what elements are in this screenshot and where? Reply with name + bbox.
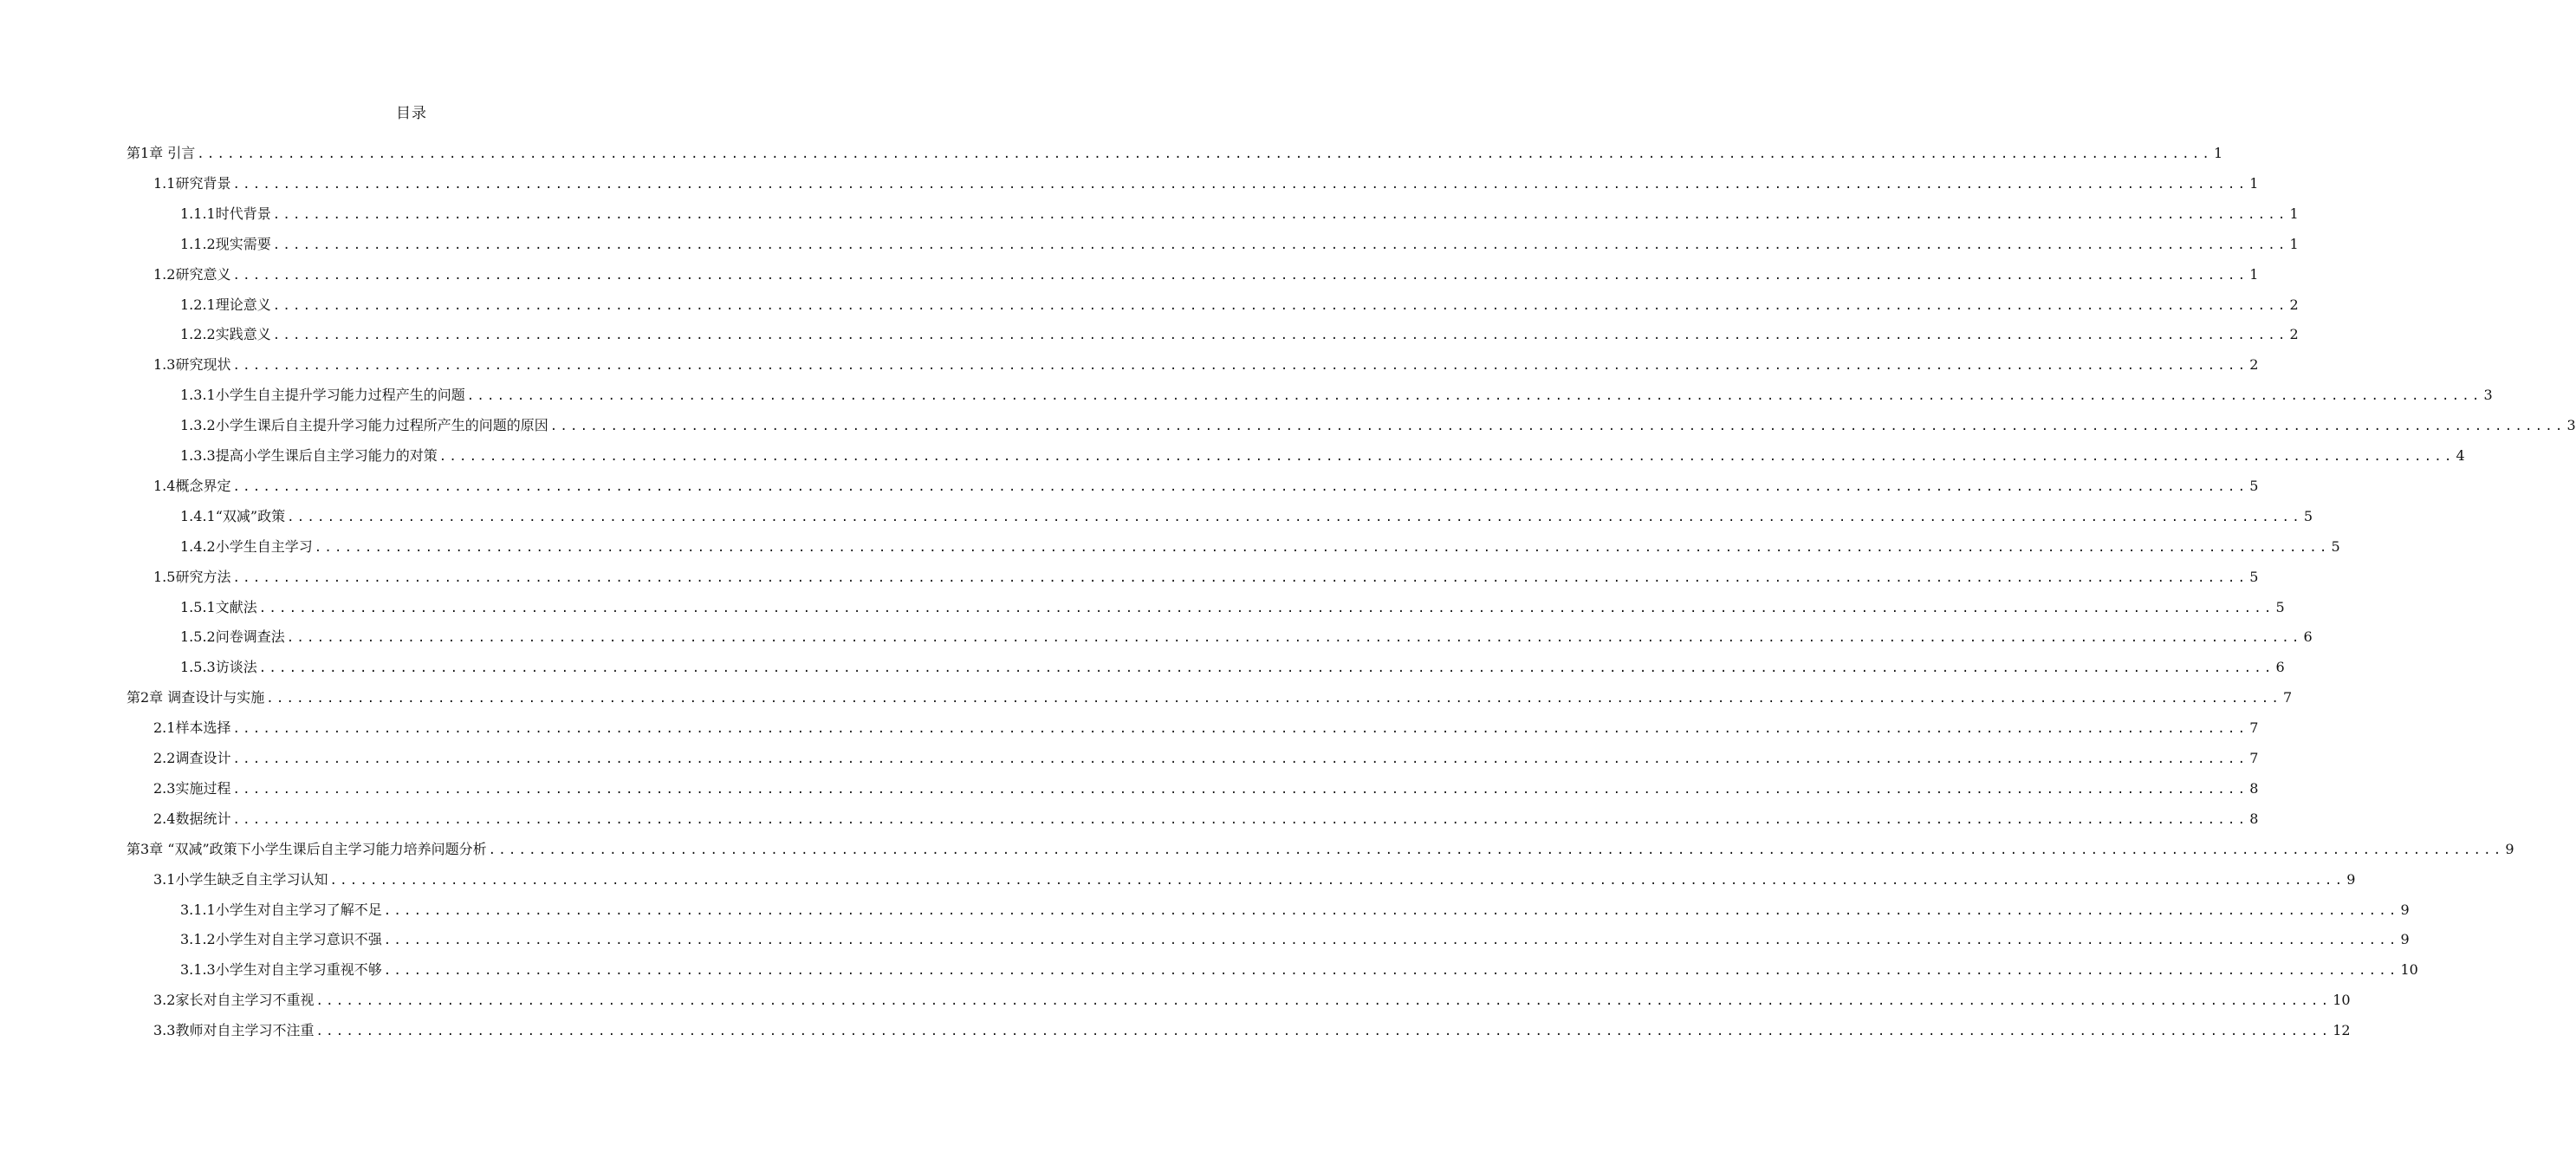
toc-leader-dots: ........................................................................................................................................................................................................	[286, 631, 2302, 646]
toc-leader-dots: ........................................................................................................................................................................................................	[232, 812, 2248, 827]
toc-page-number: 9	[2400, 931, 2410, 948]
toc-page-number: 3	[2483, 387, 2493, 404]
toc-page-number: 8	[2249, 779, 2259, 797]
toc-entry-label: 3.1.2小学生对自主学习意识不强	[180, 931, 382, 948]
toc-entry[interactable]	[180, 384, 2493, 414]
toc-entry-label: 1.5.3访谈法	[180, 659, 257, 676]
toc-entry-label: 2.3实施过程	[153, 779, 231, 797]
toc-leader-dots: ........................................................................................................................................................................................................	[383, 903, 2399, 918]
toc-entry-label: 2.2调查设计	[153, 750, 231, 766]
toc-entry[interactable]	[180, 505, 2313, 536]
toc-leader-dots: ........................................................................................................................................................................................................	[287, 510, 2302, 524]
toc-page-number: 6	[2303, 628, 2313, 646]
toc-entry[interactable]	[180, 899, 2410, 929]
toc-entry[interactable]	[153, 475, 2259, 505]
toc-entry-label: 1.1.1时代背景	[180, 205, 271, 222]
toc-entry[interactable]	[153, 717, 2259, 747]
toc-entry-label: 1.2研究意义	[153, 265, 231, 283]
toc-leader-dots: ........................................................................................................................................................................................................	[438, 450, 2455, 464]
toc-leader-dots: ........................................................................................................................................................................................................	[383, 934, 2399, 948]
toc-entry-label: 3.1小学生缺乏自主学习认知	[153, 870, 328, 888]
toc-page-number: 8	[2249, 810, 2259, 827]
toc-leader-dots: ........................................................................................................................................................................................................	[315, 994, 2332, 1009]
toc-entry-label: 第3章 “双减”政策下小学生课后自主学习能力培养问题分析	[127, 840, 487, 857]
toc-leader-dots: ........................................................................................................................................................................................................	[232, 359, 2248, 374]
toc-leader-dots: ........................................................................................................................................................................................................	[272, 329, 2288, 343]
toc-entry-label: 1.5研究方法	[153, 568, 231, 585]
toc-page-number: 7	[2249, 750, 2259, 766]
toc-page-number: 5	[2249, 477, 2259, 494]
toc-leader-dots: ........................................................................................................................................................................................................	[232, 177, 2248, 192]
toc-leader-dots: ........................................................................................................................................................................................................	[314, 540, 2330, 555]
toc-entry[interactable]	[127, 142, 2223, 172]
toc-entry[interactable]	[153, 172, 2259, 203]
toc-page-number: 9	[2400, 901, 2410, 918]
toc-entry-label: 1.4概念界定	[153, 477, 231, 494]
toc-entry-label: 1.1.2现实需要	[180, 235, 271, 252]
toc-leader-dots: ........................................................................................................................................................................................................	[232, 479, 2248, 494]
toc-entry[interactable]	[153, 989, 2351, 1019]
toc-entry-label: 第1章 引言	[127, 145, 196, 161]
toc-entry-label: 3.1.3小学生对自主学习重视不够	[180, 961, 382, 979]
toc-leader-dots: ........................................................................................................................................................................................................	[197, 147, 2213, 161]
toc-entry-label: 1.3.3提高小学生课后自主学习能力的对策	[180, 447, 438, 464]
toc-entry-label: 1.4.2小学生自主学习	[180, 537, 313, 555]
toc-page-number: 4	[2456, 447, 2465, 464]
toc-entry[interactable]	[180, 233, 2299, 264]
toc-entry-label: 3.3教师对自主学习不注重	[153, 1022, 315, 1039]
toc-page-number: 5	[2331, 537, 2340, 555]
toc-page-number: 5	[2303, 507, 2313, 524]
toc-page-number: 2	[2249, 356, 2259, 374]
toc-entry-label: 1.4.1“双减”政策	[180, 507, 286, 524]
toc-page-number: 1	[2289, 235, 2299, 252]
toc-entry-label: 3.2家长对自主学习不重视	[153, 992, 315, 1009]
toc-leader-dots: ........................................................................................................................................................................................................	[272, 238, 2288, 252]
page-title: 目录	[396, 105, 427, 122]
toc-leader-dots: ........................................................................................................................................................................................................	[258, 601, 2274, 615]
toc-leader-dots: ........................................................................................................................................................................................................	[466, 389, 2482, 404]
toc-entry-label: 第2章 调查设计与实施	[127, 689, 265, 706]
toc-entry[interactable]	[180, 294, 2299, 324]
toc-page-number: 10	[2400, 961, 2418, 979]
toc-leader-dots: ........................................................................................................................................................................................................	[232, 268, 2248, 283]
toc-page-number: 7	[2283, 689, 2293, 706]
toc-page-number: 12	[2333, 1022, 2351, 1039]
toc-entry[interactable]	[153, 747, 2259, 778]
toc-entry-label: 1.2.2实践意义	[180, 326, 271, 343]
toc-page-number: 1	[2249, 265, 2259, 283]
toc-page-number: 1	[2289, 205, 2299, 222]
toc-leader-dots: ........................................................................................................................................................................................................	[232, 570, 2248, 585]
toc-entry[interactable]	[153, 808, 2259, 838]
toc-entry-label: 3.1.1小学生对自主学习了解不足	[180, 901, 382, 918]
toc-page-number: 2	[2289, 296, 2299, 313]
toc-leader-dots: ........................................................................................................................................................................................................	[232, 722, 2248, 737]
toc-entry[interactable]	[153, 869, 2356, 899]
toc-page-number: 1	[2249, 174, 2259, 192]
toc-leader-dots: ........................................................................................................................................................................................................	[258, 661, 2274, 676]
toc-entry-label: 1.1研究背景	[153, 174, 231, 192]
toc-leader-dots: ........................................................................................................................................................................................................	[383, 964, 2399, 979]
toc-entry[interactable]	[180, 414, 2576, 445]
toc-leader-dots: ........................................................................................................................................................................................................	[315, 1025, 2332, 1039]
toc-entry[interactable]	[127, 687, 2293, 717]
toc-page-number: 5	[2275, 598, 2285, 615]
toc-entry-label: 1.2.1理论意义	[180, 296, 271, 313]
toc-entry[interactable]	[153, 1019, 2351, 1050]
toc-page-number: 6	[2275, 659, 2285, 676]
toc-entry-label: 2.1样本选择	[153, 719, 231, 737]
toc-entry[interactable]	[180, 323, 2299, 354]
toc-entry[interactable]	[153, 566, 2259, 596]
toc-entry[interactable]	[180, 656, 2285, 687]
toc-page-number: 7	[2249, 719, 2259, 737]
toc-entry[interactable]	[180, 445, 2465, 475]
toc-page-number: 10	[2333, 992, 2351, 1009]
toc-entry[interactable]	[180, 928, 2410, 959]
toc-entry[interactable]	[180, 596, 2285, 627]
toc-entry-label: 1.3.2小学生课后自主提升学习能力过程所产生的问题的原因	[180, 417, 548, 434]
toc-entry-label: 1.5.1文献法	[180, 598, 257, 615]
toc-page-number: 1	[2214, 145, 2223, 161]
toc-entry[interactable]	[180, 203, 2299, 233]
toc-entry-label: 2.4数据统计	[153, 810, 231, 827]
toc-leader-dots: ........................................................................................................................................................................................................	[272, 298, 2288, 313]
toc-leader-dots: ........................................................................................................................................................................................................	[329, 873, 2346, 888]
toc-page-number: 9	[2346, 870, 2356, 888]
toc-entry[interactable]	[180, 959, 2418, 989]
toc-leader-dots: ........................................................................................................................................................................................................	[232, 752, 2248, 766]
toc-entry[interactable]	[153, 354, 2259, 384]
toc-entry[interactable]	[180, 536, 2340, 566]
toc-leader-dots: ........................................................................................................................................................................................................	[232, 782, 2248, 797]
toc-entry-label: 1.5.2问卷调查法	[180, 628, 285, 646]
toc-leader-dots: ........................................................................................................................................................................................................	[266, 692, 2282, 706]
toc-leader-dots: ........................................................................................................................................................................................................	[272, 207, 2288, 222]
toc-entry-label: 1.3.1小学生自主提升学习能力过程产生的问题	[180, 387, 465, 404]
toc-page-number: 9	[2505, 840, 2514, 857]
toc-entry[interactable]	[180, 626, 2313, 656]
toc-leader-dots: ........................................................................................................................................................................................................	[549, 420, 2566, 434]
toc-entry-label: 1.3研究现状	[153, 356, 231, 374]
toc-page-number: 3	[2566, 417, 2576, 434]
toc-entry[interactable]	[153, 778, 2259, 808]
toc-page-number: 5	[2249, 568, 2259, 585]
toc-entry[interactable]	[127, 838, 2514, 869]
toc-page-number: 2	[2289, 326, 2299, 343]
toc-leader-dots: ........................................................................................................................................................................................................	[488, 843, 2504, 857]
toc-entry[interactable]	[153, 264, 2259, 294]
